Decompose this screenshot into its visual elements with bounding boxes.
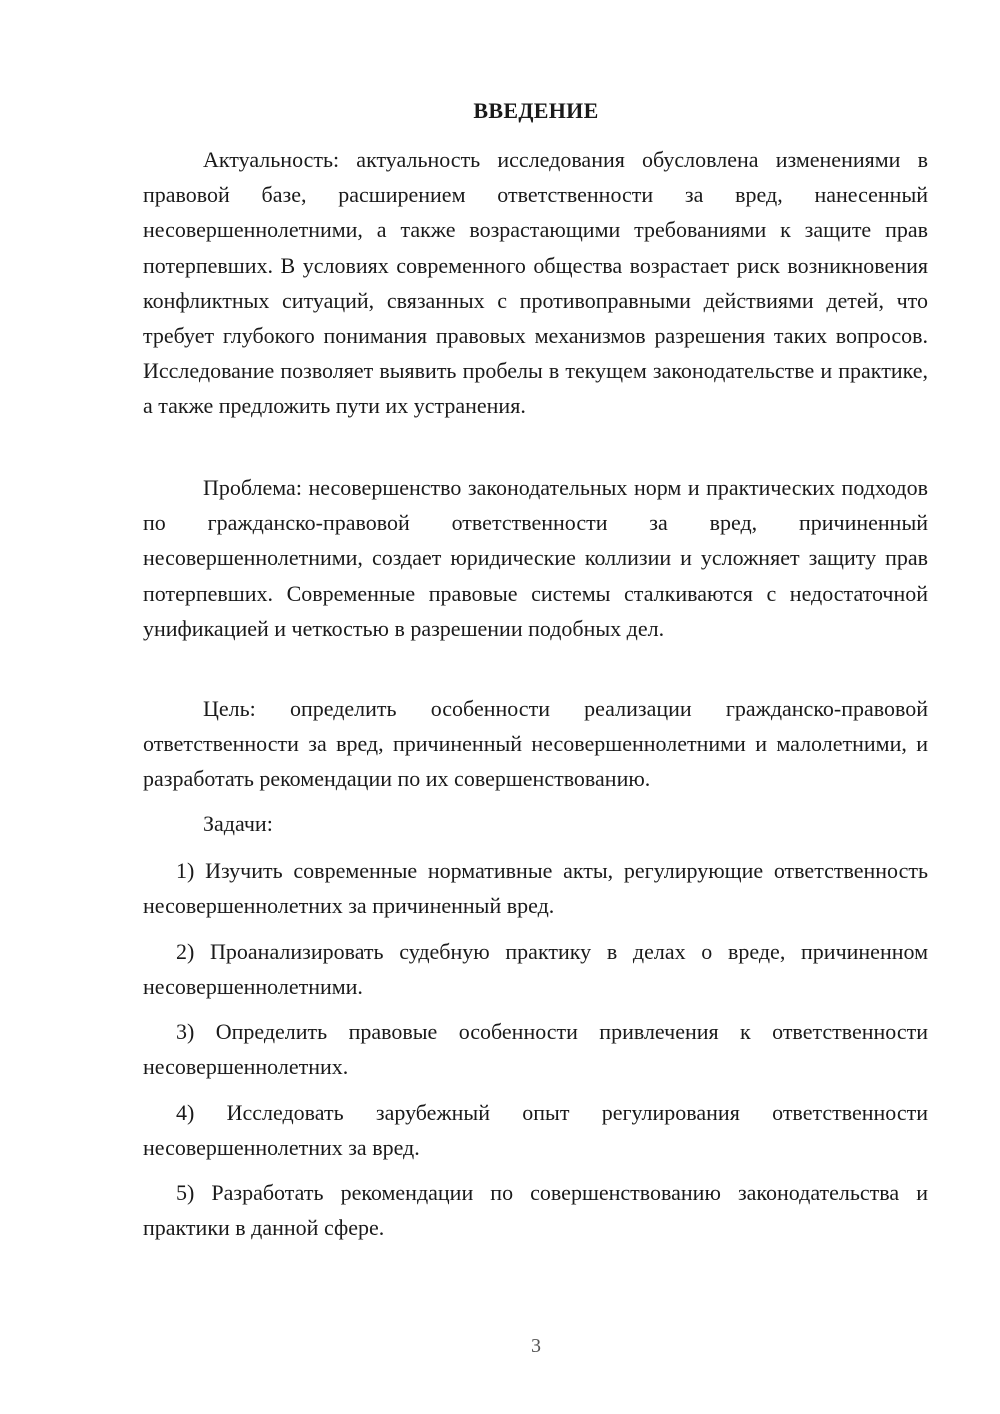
task-item: 1) Изучить современные нормативные акты, регулирующие ответственность несовершеннолетних за причиненный вред. [143, 858, 928, 919]
page-number: 3 [531, 1335, 541, 1357]
paragraph-problem: Проблема: несовершенство законодательных норм и практических подходов по гражданско-правовой ответственности за вред, причиненный несовершеннолетними, создает юридические коллизии и усложняет защиту прав потерпевших. Современные правовые системы сталкиваются с недостаточной унификацией и четкостью в разрешении подобных дел. [143, 475, 928, 641]
task-item: 2) Проанализировать судебную практику в делах о вреде, причиненном несовершеннолетними. [143, 939, 928, 1000]
section-title: ВВЕДЕНИЕ [473, 98, 599, 123]
task-item: 5) Разработать рекомендации по совершенствованию законодательства и практики в данной сфере. [143, 1180, 928, 1241]
task-item: 4) Исследовать зарубежный опыт регулирования ответственности несовершеннолетних за вред. [143, 1100, 928, 1161]
task-item: 3) Определить правовые особенности привлечения к ответственности несовершеннолетних. [143, 1019, 928, 1080]
paragraph-relevance: Актуальность: актуальность исследования обусловлена изменениями в правовой базе, расширением ответственности за вред, нанесенный несовершеннолетними, а также возрастающими требованиями к защите прав потерпевших. В условиях современного общества возрастает риск возникновения конфликтных ситуаций, связанных с противоправными действиями детей, что требует глубокого понимания правовых механизмов разрешения таких вопросов. Исследование позволяет выявить пробелы в текущем законодательстве и практике, а также предложить пути их устранения. [143, 147, 928, 419]
paragraph-goal: Цель: определить особенности реализации гражданско-правовой ответственности за вред, причиненный несовершеннолетними и малолетними, и разработать рекомендации по их совершенствованию. [143, 696, 928, 792]
tasks-heading: Задачи: [203, 811, 273, 836]
